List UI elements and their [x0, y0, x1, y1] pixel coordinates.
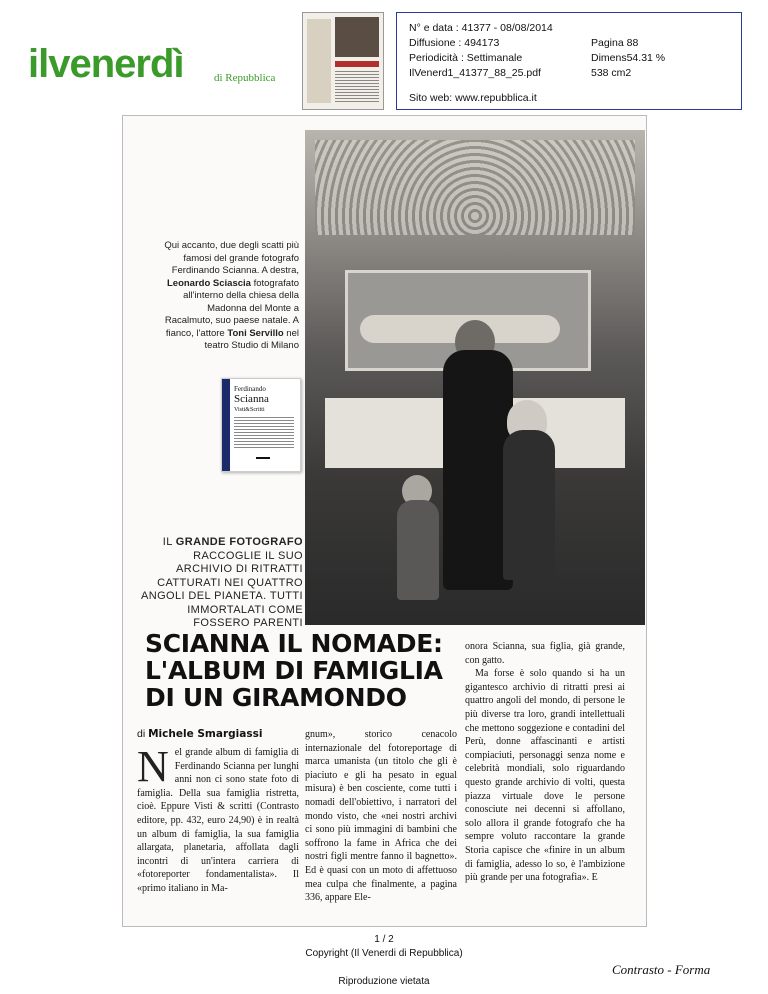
- article-photo: [305, 130, 645, 625]
- info-frequency: Periodicità : Settimanale: [409, 52, 523, 64]
- info-right: [591, 36, 665, 81]
- rights-line: Riproduzione vietata: [338, 976, 430, 987]
- publication-logo: [28, 42, 276, 86]
- info-date: N° e data : 41377 - 08/08/2014: [409, 22, 553, 34]
- article-kicker: IL GRANDE FOTOGRAFO RACCOGLIE IL SUO ARCHIVIO DI RITRATTI CATTURATI NEI QUATTRO ANGOLI DEL PIANETA. TUTTI IMMORTALATI COME FOSSERO PARENTI: [141, 536, 303, 629]
- article-headline: SCIANNA IL NOMADE: L'ALBUM DI FAMIGLIA DI UN GIRAMONDO: [145, 629, 443, 712]
- book-author-last: Scianna: [234, 393, 269, 405]
- body-column-2: gnum», storico cenacolo internazionale del fotoreportage di marca umanista (un titolo che gli è piaciuto e gli ha pesato in egual misura) è ben cosciente, come tutti i nomadi dell'obiettivo, i narratori del mondo visto, che «nei nostri archivi ci sono più immagini di bambini che soffrono la fame in Africa che dei nostri figli mentre fanno il bagnetto». Ed è quasi con un moto di affettuoso mea culpa che finalmente, a pagina 336, appare Ele-: [305, 729, 457, 904]
- scanned-article-page: [122, 115, 647, 927]
- info-dimension: Dimens54.31 %: [591, 52, 666, 64]
- byline: di Michele Smargiassi: [137, 728, 263, 740]
- photo-caption: Qui accanto, due degli scatti più famosi del grande fotografo Ferdinando Scianna. A destra, Leonardo Sciascia fotografato all'interno della chiesa della Madonna del Monte a Racalmuto, suo paese natale. A fianco, l'attore Toni Servillo nel teatro Studio di Milano: [164, 240, 299, 351]
- press-info-box: [396, 12, 742, 110]
- book-cover: [221, 378, 301, 472]
- body-column-3: onora Scianna, sua figlia, già grande, con gatto. Ma forse è solo quando si ha un gigantesco archivio di ritratti presi ai quattro angoli del mondo, di persone le più diverse tra loro, grandi intellettuali che mettono soggezione e contadini del Perù, donne affascinanti e artisti compiaciuti, personaggi senza nome e celebrità mondiali, solo riguardando questo grande archivio di volti, questa piazza virtuale dove le persone conosciute nei decenni si affollano, solo allora il grande fotografo che ha sempre voluto raccontare la grande Storia capisce che «finire in un album di famiglia, adesso lo so, è l'ambizione più grande per una fotografia». E: [465, 641, 625, 884]
- agency-credit: Contrasto - Forma: [612, 962, 711, 977]
- page-thumbnail: [302, 12, 384, 110]
- info-website: Sito web: www.repubblica.it: [409, 92, 537, 104]
- info-page: Pagina 88: [591, 37, 639, 49]
- info-area: 538 cm2: [591, 67, 632, 79]
- drop-cap: N: [137, 742, 169, 791]
- info-circulation: Diffusione : 494173: [409, 37, 500, 49]
- copyright-line: Copyright (Il Venerdi di Repubblica): [305, 948, 463, 959]
- body-column-1: Nel grande album di famiglia di Ferdinando Scianna per lunghi anni non ci sono state foto di famiglia. Della sua famiglia ristretta, cioè. Eppure Visti & scritti (Contrasto editore, pp. 432, euro 24,90) è in realtà un album di famiglia, la sua famiglia allargata, planetaria, affollata dagli incontri di un'intera carriera di «fotoreporter fondamentalista». Il «primo italiano in Ma-: [137, 742, 299, 894]
- info-left: [409, 21, 553, 81]
- book-author-first: Ferdinando: [234, 385, 266, 393]
- info-file: IlVenerd1_41377_88_25.pdf: [409, 67, 541, 79]
- logo-subtitle: di Repubblica: [214, 72, 276, 84]
- logo-text: ilvenerdì: [28, 42, 184, 86]
- book-title: Visti&Scritti: [234, 407, 265, 413]
- page-number: 1 / 2: [374, 934, 394, 945]
